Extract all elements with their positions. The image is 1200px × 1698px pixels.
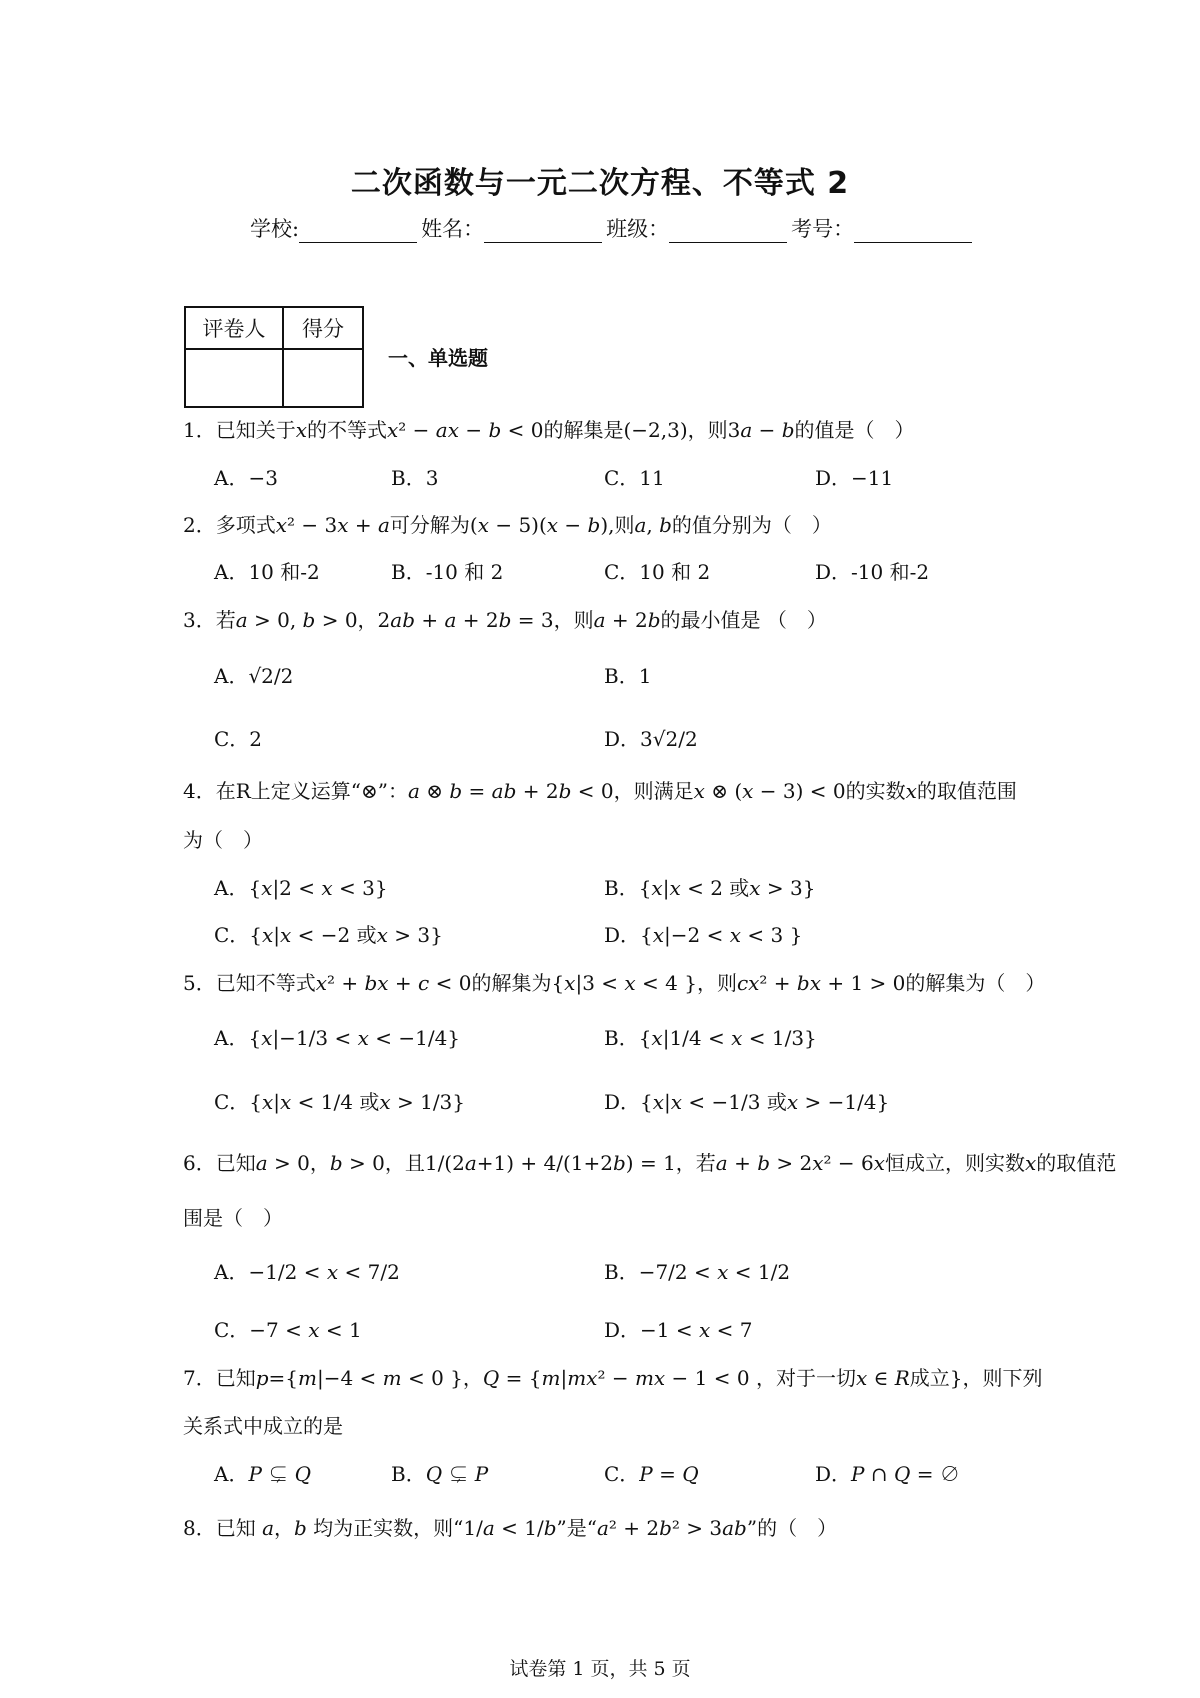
question-5-option-b[interactable]: B．{𝑥|1/4 < 𝑥 < 1/3} [604, 1026, 817, 1050]
exam-no-label: 考号： [791, 217, 855, 241]
question-7-option-b[interactable]: B．𝑄 ⊊ 𝑃 [391, 1462, 489, 1486]
question-5-option-a[interactable]: A．{𝑥|−1/3 < 𝑥 < −1/4} [214, 1026, 461, 1050]
question-7-option-d[interactable]: D．𝑃 ∩ 𝑄 = ∅ [815, 1462, 960, 1486]
question-3-option-c[interactable]: C．2 [214, 727, 263, 751]
question-2-option-a[interactable]: A．10 和-2 [214, 560, 320, 584]
grader-cell[interactable] [185, 349, 283, 407]
class-field[interactable] [669, 220, 787, 243]
question-4-stem: 4．在R上定义运算“⊗”：𝑎 ⊗ 𝑏 = 𝑎𝑏 + 2𝑏 < 0，则满足𝑥 ⊗ (𝑥 − 3) < 0的实数𝑥的取值范围 [183, 779, 1017, 803]
question-5-option-c[interactable]: C．{𝑥|𝑥 < 1/4 或𝑥 > 1/3} [214, 1090, 466, 1114]
question-6-option-b[interactable]: B．−7/2 < 𝑥 < 1/2 [604, 1260, 791, 1284]
question-3-stem: 3．若𝑎 > 0, 𝑏 > 0，2𝑎𝑏 + 𝑎 + 2𝑏 = 3，则𝑎 + 2𝑏的最小值是 （ ） [183, 608, 827, 632]
question-3-option-a[interactable]: A．√2/2 [214, 664, 294, 688]
question-2-option-b[interactable]: B．-10 和 2 [391, 560, 504, 584]
grader-header: 评卷人 [185, 307, 283, 349]
question-7-stem: 7．已知𝑝={𝑚|−4 < 𝑚 < 0 }，𝑄 = {𝑚|𝑚𝑥² − 𝑚𝑥 − 1 < 0 ，对于一切𝑥 ∈ 𝑅成立}，则下列 [183, 1366, 1043, 1390]
question-5-option-d[interactable]: D．{𝑥|𝑥 < −1/3 或𝑥 > −1/4} [604, 1090, 890, 1114]
question-6-stem-cont: 围是（ ） [183, 1206, 283, 1230]
question-6-option-a[interactable]: A．−1/2 < 𝑥 < 7/2 [214, 1260, 400, 1284]
student-info-line [250, 213, 976, 243]
question-4-option-b[interactable]: B．{𝑥|𝑥 < 2 或𝑥 > 3} [604, 876, 816, 900]
question-5-stem: 5．已知不等式𝑥² + 𝑏𝑥 + 𝑐 < 0的解集为{𝑥|3 < 𝑥 < 4 }，则𝑐𝑥² + 𝑏𝑥 + 1 > 0的解集为（ ） [183, 971, 1046, 995]
question-2-stem: 2．多项式𝑥² − 3𝑥 + 𝑎可分解为(𝑥 − 5)(𝑥 − 𝑏),则𝑎, 𝑏的值分别为（ ） [183, 513, 832, 537]
question-4-option-d[interactable]: D．{𝑥|−2 < 𝑥 < 3 } [604, 923, 803, 947]
grader-score-table [184, 306, 364, 408]
question-7-option-c[interactable]: C．𝑃 = 𝑄 [604, 1462, 699, 1486]
score-header: 得分 [283, 307, 363, 349]
question-1-option-a[interactable]: A．−3 [214, 466, 278, 490]
school-label: 学校: [250, 217, 300, 241]
question-6-option-d[interactable]: D．−1 < 𝑥 < 7 [604, 1318, 753, 1342]
question-1-option-c[interactable]: C．11 [604, 466, 665, 490]
question-6-option-c[interactable]: C．−7 < 𝑥 < 1 [214, 1318, 362, 1342]
school-field[interactable] [299, 220, 417, 243]
name-field[interactable] [484, 220, 602, 243]
question-2-option-d[interactable]: D．-10 和-2 [815, 560, 930, 584]
question-1-stem: 1．已知关于𝑥的不等式𝑥² − 𝑎𝑥 − 𝑏 < 0的解集是(−2,3)，则3𝑎 − 𝑏的值是（ ） [183, 418, 915, 442]
question-8-stem: 8．已知 𝑎，𝑏 均为正实数，则“1/𝑎 < 1/𝑏”是“𝑎² + 2𝑏² > 3𝑎𝑏”的（ ） [183, 1516, 838, 1540]
page-title: 二次函数与一元二次方程、不等式 2 [350, 166, 850, 201]
question-4-option-c[interactable]: C．{𝑥|𝑥 < −2 或𝑥 > 3} [214, 923, 443, 947]
section-title: 一、单选题 [388, 346, 488, 370]
question-4-stem-cont: 为（ ） [183, 828, 263, 852]
question-2-option-c[interactable]: C．10 和 2 [604, 560, 711, 584]
question-1-option-b[interactable]: B．3 [391, 466, 439, 490]
name-label: 姓名： [421, 217, 485, 241]
score-cell[interactable] [283, 349, 363, 407]
exam-no-field[interactable] [854, 220, 972, 243]
class-label: 班级： [606, 217, 670, 241]
question-7-option-a[interactable]: A．𝑃 ⊊ 𝑄 [214, 1462, 312, 1486]
question-1-option-d[interactable]: D．−11 [815, 466, 894, 490]
question-4-option-a[interactable]: A．{𝑥|2 < 𝑥 < 3} [214, 876, 388, 900]
page-footer: 试卷第 1 页，共 5 页 [509, 1658, 691, 1680]
question-7-stem-cont: 关系式中成立的是 [183, 1414, 343, 1438]
question-3-option-b[interactable]: B．1 [604, 664, 652, 688]
question-6-stem: 6．已知𝑎 > 0，𝑏 > 0，且1/(2𝑎+1) + 4/(1+2𝑏) = 1，若𝑎 + 𝑏 > 2𝑥² − 6𝑥恒成立，则实数𝑥的取值范 [183, 1151, 1117, 1175]
question-3-option-d[interactable]: D．3√2/2 [604, 727, 698, 751]
